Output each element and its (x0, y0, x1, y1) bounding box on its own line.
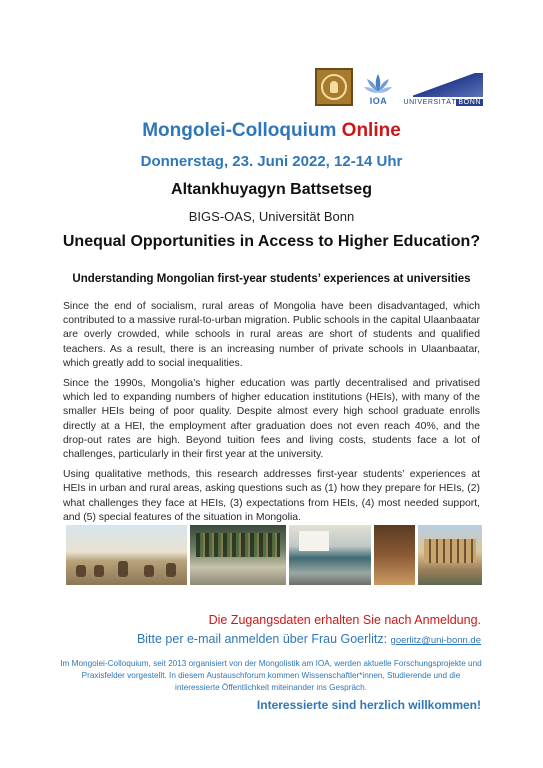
event-date: Donnerstag, 23. Juni 2022, 12-14 Uhr (140, 153, 403, 170)
uni-bonn-logo (403, 73, 483, 106)
photo-steppe-camels (66, 525, 187, 585)
photo-dormitory (374, 525, 416, 585)
abstract (63, 300, 480, 531)
registration-note: Die Zugangsdaten erhalten Sie nach Anmeldung. (208, 613, 481, 627)
contact-line (137, 632, 481, 646)
logo-bar (315, 66, 483, 106)
colloquium-title (0, 120, 543, 142)
speaker-affiliation: BIGS-OAS, Universität Bonn (188, 209, 355, 224)
welcome-note: Interessierte sind herzlich willkommen! (256, 698, 481, 712)
bonn-logo-text: UNIVERSITÄT BONN (403, 99, 481, 106)
photo-strip (66, 525, 482, 585)
speaker-name: Altankhuyagyn Battsetseg (171, 181, 372, 198)
colloquium-info: Im Mongolei-Colloquium, seit 2013 organisiert von der Mongolistik am IOA, werden aktuelle Forschungsprojekte und Praxisfelder vorgestellt. In diesem Austauschforum kommen Wissenschaftler*innen, Studierende und die interessierte Öffentlichkeit miteinander ins Gespräch. (60, 659, 482, 692)
contact-email-link[interactable]: goerlitz@uni-bonn.de (390, 635, 481, 646)
photo-classroom (289, 525, 371, 585)
abstract-paragraph: Since the end of socialism, rural areas of Mongolia have been disadvantaged, which contributed to a massive rural-to-urban migration. Public schools in the capital Ulaanbaatar are overly crowded, while schools in rural areas are short of students and qualified teachers. As a result, there is an increasing number of private schools in Ulaanbaatar, which greatly add to social inequalities. (63, 301, 480, 369)
photo-university-building (418, 525, 482, 585)
talk-subtitle: Understanding Mongolian first-year students’ experiences at universities (72, 273, 471, 285)
lotus-icon (364, 72, 392, 96)
abstract-paragraph: Using qualitative methods, this research addresses first-year students’ experiences at HEIs in urban and rural areas, asking questions such as (1) how they prepare for HEIs, (2) what challenges they face at HEIs, (3) expectations from HEIs, (4) most needed support, and (5) special features of the situation in Mongolia. (63, 469, 480, 523)
ioa-logo-text: IOA (369, 96, 388, 106)
bonn-wedge-icon (413, 73, 483, 97)
institute-seal-logo (315, 68, 353, 106)
title-main: Mongolei-Colloquium (142, 120, 337, 141)
contact-prefix: Bitte per e-mail anmelden über Frau Goerlitz: (136, 632, 388, 646)
ioa-lotus-logo (363, 66, 393, 106)
talk-title: Unequal Opportunities in Access to Higher Education? (62, 233, 481, 250)
title-online: Online (341, 120, 401, 141)
photo-library (190, 525, 286, 585)
abstract-paragraph: Since the 1990s, Mongolia’s higher education was partly decentralised and privatised which led to expanding numbers of higher education institutions (HEIs), with many of the smaller HEIs being of poor quality. Despite almost every high school graduate enrolls directly at a HEI, the employment after graduation does not even reach 40%, and the drop-out rates are high. Beyond tuition fees and living costs, students face a lot of challenges, particularly in their first year at the university. (63, 378, 480, 461)
